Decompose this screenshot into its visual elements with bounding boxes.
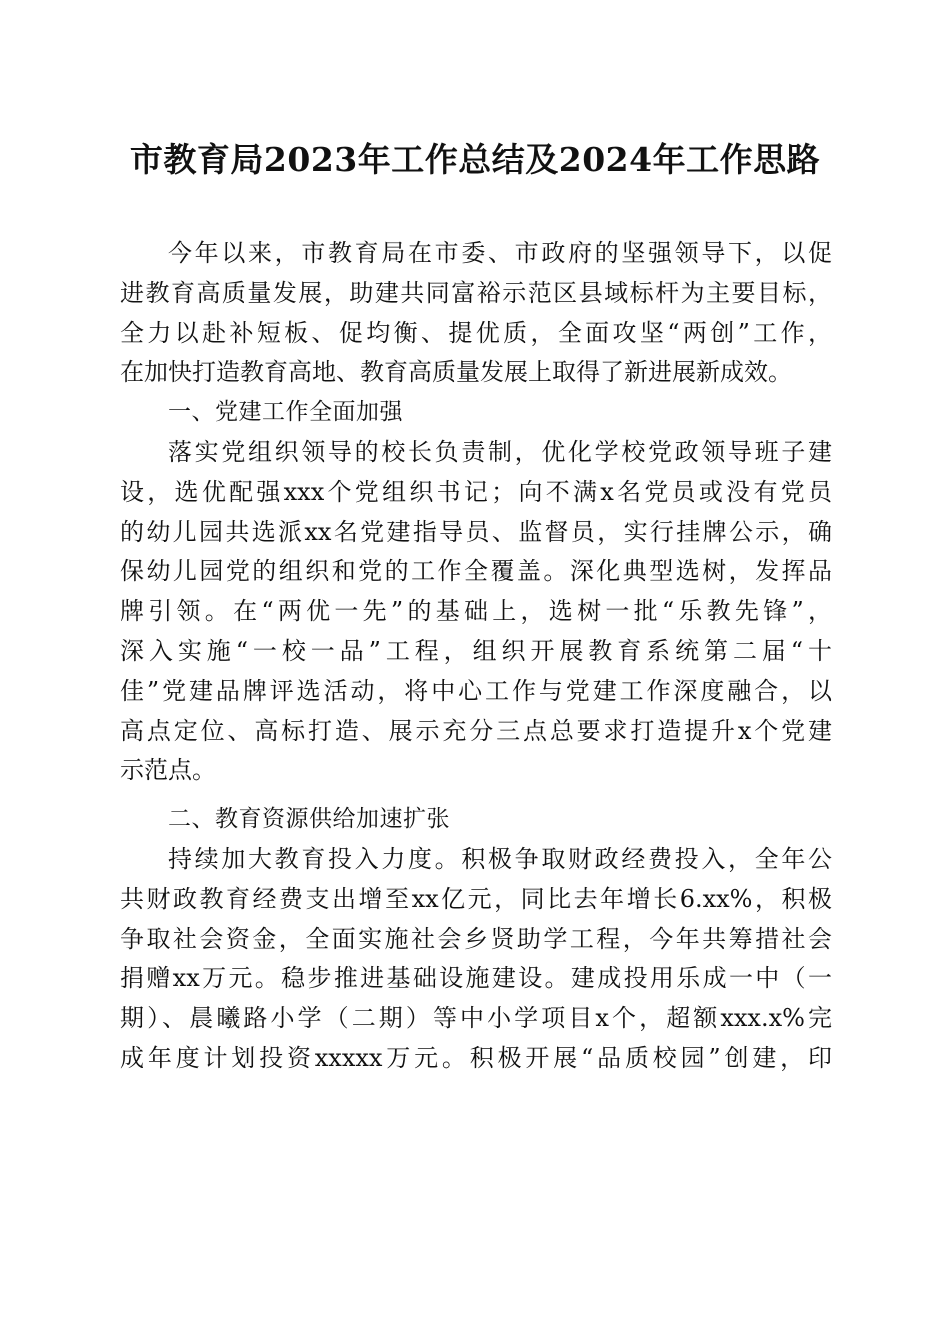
section-1-line: 保幼儿园党的组织和党的工作全覆盖。深化典型选树，发挥品 bbox=[120, 557, 832, 586]
section-2-line: 共财政教育经费支出增至xx亿元，同比去年增长6.xx%，积极 bbox=[120, 884, 832, 913]
section-1-line: 牌引领。在“两优一先”的基础上，选树一批“乐教先锋”， bbox=[120, 597, 832, 626]
section-2-line: 期）、晨曦路小学（二期）等中小学项目x个，超额xxx.x%完 bbox=[120, 1004, 832, 1033]
section-1-line: 深入实施“一校一品”工程，组织开展教育系统第二届“十 bbox=[120, 636, 832, 665]
section-2-line: 捐赠xx万元。稳步推进基础设施建设。建成投用乐成一中（一 bbox=[120, 964, 832, 993]
intro-line: 全力以赴补短板、促均衡、提优质，全面攻坚“两创”工作， bbox=[120, 318, 832, 347]
paragraph-gap bbox=[120, 791, 832, 800]
section-2-line: 争取社会资金，全面实施社会乡贤助学工程，今年共筹措社会 bbox=[120, 924, 832, 953]
section-1-line: 佳”党建品牌评选活动，将中心工作与党建工作深度融合，以 bbox=[120, 676, 832, 705]
section-heading-education-resources: 二、教育资源供给加速扩张 bbox=[168, 806, 450, 833]
section-1-line: 示范点。 bbox=[120, 756, 216, 785]
intro-line: 今年以来，市教育局在市委、市政府的坚强领导下，以促 bbox=[168, 239, 832, 267]
document-body bbox=[120, 234, 832, 1079]
section-2-line: 持续加大教育投入力度。积极争取财政经费投入，全年公 bbox=[168, 844, 832, 873]
section-2-line: 成年度计划投资xxxxx万元。积极开展“品质校园”创建，印 bbox=[120, 1043, 832, 1072]
section-1-line: 设，选优配强xxx个党组织书记；向不满x名党员或没有党员 bbox=[120, 477, 832, 506]
section-1-line: 高点定位、高标打造、展示充分三点总要求打造提升x个党建 bbox=[120, 716, 832, 745]
document-title: 市教育局2023年工作总结及2024年工作思路 bbox=[129, 140, 821, 179]
section-1-line: 的幼儿园共选派xx名党建指导员、监督员，实行挂牌公示，确 bbox=[120, 517, 832, 546]
intro-line: 在加快打造教育高地、教育高质量发展上取得了新进展新成效。 bbox=[120, 358, 792, 387]
section-heading-party-building: 一、党建工作全面加强 bbox=[168, 399, 403, 426]
intro-line: 进教育高质量发展，助建共同富裕示范区县域标杆为主要目标， bbox=[120, 278, 832, 307]
section-1-line: 落实党组织领导的校长负责制，优化学校党政领导班子建 bbox=[168, 437, 832, 466]
